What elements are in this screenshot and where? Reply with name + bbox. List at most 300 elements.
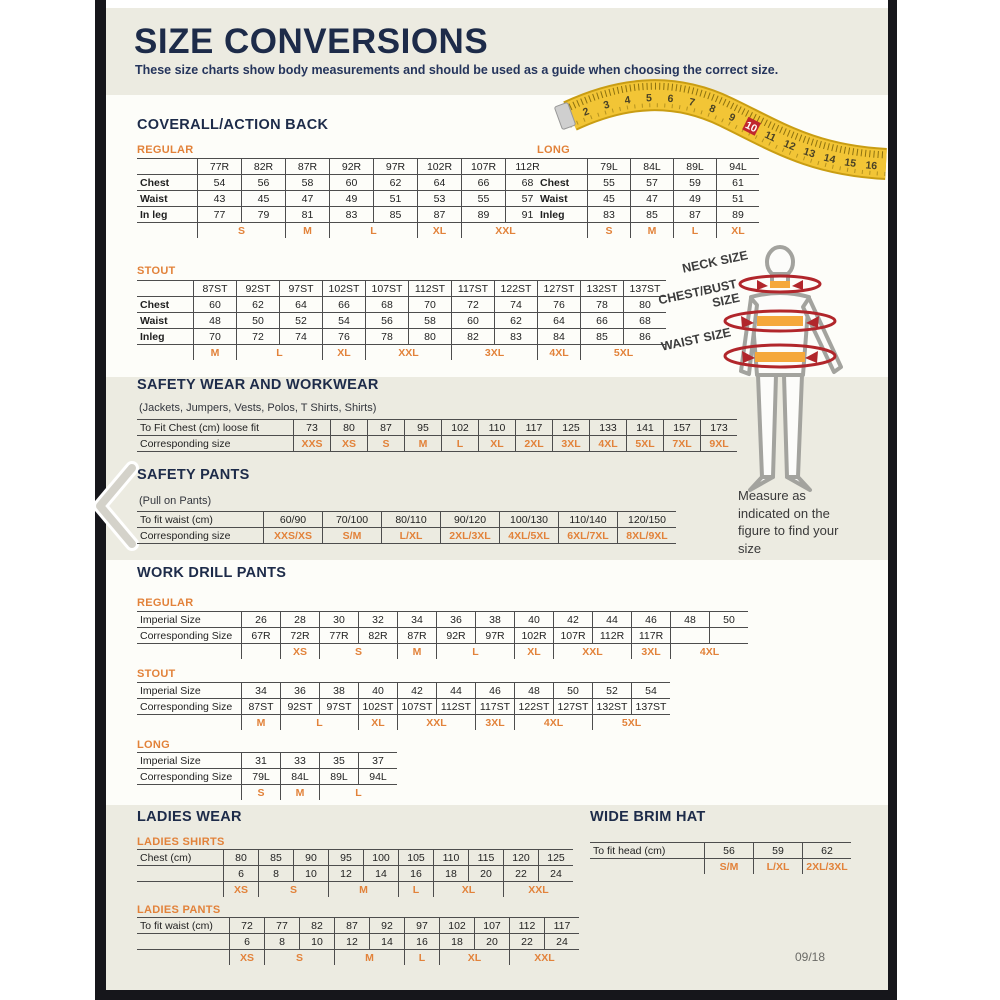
table-cell: 59 — [754, 843, 803, 859]
table-row — [137, 628, 748, 644]
table-cell: 112 — [510, 918, 545, 934]
row-label-cell — [137, 281, 194, 297]
row-label-cell: Inleg — [537, 207, 588, 223]
table-cell: 72 — [237, 329, 280, 345]
table-cell: 8 — [265, 934, 300, 950]
row-label-cell: Corresponding size — [137, 528, 264, 544]
table-cell: XXL — [462, 223, 550, 239]
table-row — [137, 612, 748, 628]
table-cell: 102 — [442, 420, 479, 436]
table-cell: XL — [434, 882, 504, 898]
table-cell: L/XL — [382, 528, 441, 544]
table-cell: 28 — [281, 612, 320, 628]
table-row — [137, 683, 670, 699]
table-cell: S/M — [323, 528, 382, 544]
table-row — [537, 175, 759, 191]
table-cell: 112R — [506, 159, 550, 175]
row-label-cell — [137, 223, 198, 239]
table-cell: L — [437, 644, 515, 660]
table-cell: 107R — [462, 159, 506, 175]
table-cell: M — [194, 345, 237, 361]
table-cell: 22 — [504, 866, 539, 882]
row-label-cell — [137, 644, 242, 660]
ladies_pants-grid — [137, 917, 579, 965]
size-spans-row — [137, 223, 549, 239]
table-cell: 6 — [224, 866, 259, 882]
table-cell: 60 — [194, 297, 237, 313]
table-cell: S/M — [705, 859, 754, 875]
table-cell: 5XL — [627, 436, 664, 452]
table-cell: XXL — [366, 345, 452, 361]
chest-bust-size-label: CHEST/BUST SIZE — [657, 276, 742, 311]
table-cell: 18 — [440, 934, 475, 950]
table-cell: 8XL/9XL — [618, 528, 677, 544]
table-cell: 112R — [593, 628, 632, 644]
table-cell: 22 — [510, 934, 545, 950]
svg-text:12: 12 — [781, 137, 798, 154]
row-label-cell: To fit waist (cm) — [137, 512, 264, 528]
table-cell: XS — [230, 950, 265, 966]
table-cell: 2XL/3XL — [441, 528, 500, 544]
table-cell: 102R — [418, 159, 462, 175]
table-cell: 90/120 — [441, 512, 500, 528]
table-cell: 54 — [323, 313, 366, 329]
svg-text:2: 2 — [581, 105, 591, 119]
table-cell: 102 — [440, 918, 475, 934]
table-cell: 127ST — [554, 699, 593, 715]
table-cell: 56 — [242, 175, 286, 191]
table-cell: 133 — [590, 420, 627, 436]
table-cell: 12 — [335, 934, 370, 950]
table-cell: 78 — [581, 297, 624, 313]
ladies-pants-label: LADIES PANTS — [137, 904, 221, 916]
table-cell: 66 — [323, 297, 366, 313]
table-cell: 49 — [330, 191, 374, 207]
table-cell: 36 — [281, 683, 320, 699]
table-cell: XXL — [398, 715, 476, 731]
drill-long-table — [137, 752, 397, 800]
size-spans-row — [137, 785, 397, 801]
table-cell: 6XL/7XL — [559, 528, 618, 544]
table-cell: 77R — [320, 628, 359, 644]
row-label-cell — [537, 159, 588, 175]
table-cell: 83 — [330, 207, 374, 223]
size-spans-row — [137, 345, 666, 361]
table-cell: 89 — [717, 207, 760, 223]
table-cell: 107ST — [398, 699, 437, 715]
table-cell: 90 — [294, 850, 329, 866]
table-row — [137, 281, 666, 297]
table-cell: 38 — [476, 612, 515, 628]
ladies-pants-table — [137, 917, 579, 965]
table-cell: 89L — [674, 159, 717, 175]
table-cell: 43 — [198, 191, 242, 207]
table-cell: 117 — [545, 918, 580, 934]
table-cell: 107R — [554, 628, 593, 644]
table-cell: 45 — [242, 191, 286, 207]
table-cell: 91 — [506, 207, 550, 223]
ladies_shirts-grid — [137, 849, 573, 897]
table-cell: 102ST — [323, 281, 366, 297]
row-label-cell — [537, 223, 588, 239]
coverall-stout-label: STOUT — [137, 265, 176, 277]
table-cell: 33 — [281, 753, 320, 769]
svg-text:9: 9 — [726, 111, 738, 125]
table-cell: 112ST — [437, 699, 476, 715]
table-cell: 56 — [366, 313, 409, 329]
table-cell: 117R — [632, 628, 671, 644]
table-cell: 55 — [462, 191, 506, 207]
table-cell: 68 — [366, 297, 409, 313]
table-cell: XL — [515, 644, 554, 660]
row-label-cell: Chest (cm) — [137, 850, 224, 866]
table-cell: 20 — [469, 866, 504, 882]
table-cell: 57 — [631, 175, 674, 191]
table-cell: 55 — [588, 175, 631, 191]
table-cell: 92 — [370, 918, 405, 934]
table-cell: 74 — [495, 297, 538, 313]
row-label-cell: Corresponding Size — [137, 628, 242, 644]
safety-pants-heading: SAFETY PANTS — [137, 467, 250, 483]
row-label-cell: Imperial Size — [137, 753, 242, 769]
table-cell: 125 — [553, 420, 590, 436]
table-cell: 117 — [516, 420, 553, 436]
neck-size-label: NECK SIZE — [681, 248, 750, 276]
table-cell: 36 — [437, 612, 476, 628]
row-label-cell — [137, 882, 224, 898]
ladies-shirts-label: LADIES SHIRTS — [137, 836, 225, 848]
svg-text:13: 13 — [801, 145, 817, 161]
table-cell: 79L — [242, 769, 281, 785]
table-cell: XS — [224, 882, 259, 898]
row-label-cell — [137, 934, 230, 950]
table-cell: 94L — [359, 769, 398, 785]
table-cell: M — [398, 644, 437, 660]
table-cell: 87 — [418, 207, 462, 223]
table-cell: 157 — [664, 420, 701, 436]
row-label-cell: Imperial Size — [137, 612, 242, 628]
measure-caption: Measure as indicated on the figure to find your size — [738, 488, 839, 556]
table-cell: 3XL — [452, 345, 538, 361]
table-cell: 125 — [539, 850, 574, 866]
table-row — [137, 175, 549, 191]
table-cell: L — [405, 950, 440, 966]
svg-text:16: 16 — [864, 159, 878, 173]
table-cell: 4XL/5XL — [500, 528, 559, 544]
table-cell: 59 — [674, 175, 717, 191]
table-cell: 84L — [281, 769, 320, 785]
row-label-cell — [137, 715, 242, 731]
table-cell: 115 — [469, 850, 504, 866]
table-cell: 97ST — [280, 281, 323, 297]
safety-pants-table — [137, 511, 676, 544]
table-cell: 14 — [364, 866, 399, 882]
drill-regular-label: REGULAR — [137, 597, 194, 609]
table-row — [137, 297, 666, 313]
coverall-regular-label: REGULAR — [137, 144, 194, 156]
table-cell: 5XL — [593, 715, 671, 731]
tape-number — [844, 156, 858, 170]
row-label-cell: To fit waist (cm) — [137, 918, 230, 934]
table-cell: 50 — [237, 313, 280, 329]
table-row — [537, 159, 759, 175]
table-row — [137, 528, 676, 544]
svg-text:6: 6 — [666, 92, 675, 106]
table-cell: 61 — [717, 175, 760, 191]
table-cell: L — [237, 345, 323, 361]
table-cell: M — [329, 882, 399, 898]
page-number: 09/18 — [795, 950, 826, 964]
table-cell: 87R — [286, 159, 330, 175]
safety_pants-grid — [137, 511, 676, 544]
table-cell: 120 — [504, 850, 539, 866]
coverall_stout-grid — [137, 280, 666, 360]
table-cell: 7XL — [664, 436, 701, 452]
row-label-cell: Corresponding Size — [137, 769, 242, 785]
coverall-stout-table — [137, 280, 666, 360]
table-cell: XL — [440, 950, 510, 966]
tape-number — [646, 92, 652, 104]
table-cell: 67R — [242, 628, 281, 644]
table-cell: XS — [331, 436, 368, 452]
coverall-long-label: LONG — [537, 144, 570, 156]
table-cell: L — [281, 715, 359, 731]
size-spans-row — [537, 223, 759, 239]
table-cell: 35 — [320, 753, 359, 769]
table-cell: 48 — [671, 612, 710, 628]
table-cell: 72R — [281, 628, 320, 644]
table-cell: 86 — [624, 329, 667, 345]
table-cell: L — [399, 882, 434, 898]
row-label-cell: Chest — [537, 175, 588, 191]
table-cell: 80 — [224, 850, 259, 866]
safety-pants-note: (Pull on Pants) — [139, 495, 212, 507]
table-row — [137, 159, 549, 175]
table-cell: S — [242, 785, 281, 801]
table-cell: 70 — [409, 297, 452, 313]
table-cell: 92ST — [281, 699, 320, 715]
table-cell: M — [335, 950, 405, 966]
table-cell: 46 — [632, 612, 671, 628]
table-cell: M — [281, 785, 320, 801]
table-row — [137, 329, 666, 345]
table-cell: 76 — [538, 297, 581, 313]
table-cell: 62 — [495, 313, 538, 329]
table-cell: 85 — [631, 207, 674, 223]
table-cell: 70/100 — [323, 512, 382, 528]
table-cell: 4XL — [538, 345, 581, 361]
coverall_regular-grid — [137, 158, 549, 238]
row-label-cell: In leg — [137, 207, 198, 223]
table-cell: L — [442, 436, 479, 452]
drill-stout-table — [137, 682, 670, 730]
table-row — [137, 191, 549, 207]
table-cell: 54 — [632, 683, 671, 699]
table-cell: 77R — [198, 159, 242, 175]
row-label-cell — [137, 159, 198, 175]
table-cell: 31 — [242, 753, 281, 769]
table-cell: 83 — [588, 207, 631, 223]
table-cell — [710, 628, 749, 644]
table-cell: 4XL — [515, 715, 593, 731]
table-cell: L — [330, 223, 418, 239]
row-label-cell: Corresponding Size — [137, 699, 242, 715]
table-cell: 112ST — [409, 281, 452, 297]
table-cell: XL — [359, 715, 398, 731]
table-cell: 85 — [581, 329, 624, 345]
table-cell: 82 — [452, 329, 495, 345]
table-cell: 83 — [495, 329, 538, 345]
table-cell: 34 — [242, 683, 281, 699]
size-spans-row — [137, 882, 573, 898]
table-cell: 66 — [462, 175, 506, 191]
table-cell: XXL — [554, 644, 632, 660]
table-cell: M — [286, 223, 330, 239]
drill_stout-grid — [137, 682, 670, 730]
svg-text:5: 5 — [645, 92, 653, 105]
table-cell: 102ST — [359, 699, 398, 715]
drill-regular-table — [137, 611, 748, 659]
size-spans-row — [137, 950, 579, 966]
table-cell: 97ST — [320, 699, 359, 715]
table-cell: 141 — [627, 420, 664, 436]
table-cell: 37 — [359, 753, 398, 769]
table-row — [137, 512, 676, 528]
hat-table — [590, 842, 851, 874]
row-label-cell — [137, 950, 230, 966]
drill_long-grid — [137, 752, 397, 800]
svg-text:15: 15 — [843, 156, 858, 171]
safety-wear-heading: SAFETY WEAR AND WORKWEAR — [137, 377, 379, 393]
table-cell: 40 — [515, 612, 554, 628]
table-cell: 92R — [330, 159, 374, 175]
table-cell: S — [368, 436, 405, 452]
table-cell: 49 — [674, 191, 717, 207]
table-cell: 84L — [631, 159, 674, 175]
table-cell: 44 — [593, 612, 632, 628]
table-cell: 117ST — [476, 699, 515, 715]
row-label-cell: Chest — [137, 297, 194, 313]
table-cell: 127ST — [538, 281, 581, 297]
table-cell: XXL — [504, 882, 574, 898]
svg-text:4: 4 — [623, 94, 632, 107]
table-cell: 117ST — [452, 281, 495, 297]
table-row — [137, 420, 737, 436]
table-cell: 87R — [398, 628, 437, 644]
table-row — [137, 313, 666, 329]
table-cell: S — [259, 882, 329, 898]
table-cell: 80/110 — [382, 512, 441, 528]
table-cell: 24 — [539, 866, 574, 882]
table-cell: 89L — [320, 769, 359, 785]
drill_regular-grid — [137, 611, 748, 659]
drill-long-label: LONG — [137, 739, 170, 751]
table-cell: 58 — [409, 313, 452, 329]
table-cell: XL — [418, 223, 462, 239]
table-cell: 10 — [294, 866, 329, 882]
table-cell: 20 — [475, 934, 510, 950]
table-row — [137, 769, 397, 785]
table-cell: 92ST — [237, 281, 280, 297]
table-cell: 60/90 — [264, 512, 323, 528]
table-cell: 42 — [398, 683, 437, 699]
table-cell: 45 — [588, 191, 631, 207]
table-cell: 9XL — [701, 436, 738, 452]
table-cell: 122ST — [515, 699, 554, 715]
bottom-edge-bar — [95, 990, 897, 1000]
table-cell: 89 — [462, 207, 506, 223]
table-cell: L — [674, 223, 717, 239]
table-cell: 72 — [230, 918, 265, 934]
table-cell: 137ST — [624, 281, 667, 297]
row-label-cell — [590, 859, 705, 875]
table-cell: 10 — [300, 934, 335, 950]
table-cell: S — [265, 950, 335, 966]
hat-grid — [590, 842, 851, 874]
table-cell: 6 — [230, 934, 265, 950]
table-cell: L/XL — [754, 859, 803, 875]
table-cell: 82 — [300, 918, 335, 934]
table-cell: 110/140 — [559, 512, 618, 528]
table-row — [137, 918, 579, 934]
table-cell: 81 — [286, 207, 330, 223]
table-cell: 3XL — [476, 715, 515, 731]
drill-stout-label: STOUT — [137, 668, 176, 680]
size-spans-row — [590, 859, 851, 875]
table-cell: 107 — [475, 918, 510, 934]
table-cell: 79L — [588, 159, 631, 175]
row-label-cell: Waist — [537, 191, 588, 207]
table-cell: 110 — [434, 850, 469, 866]
table-cell: XXS/XS — [264, 528, 323, 544]
row-label-cell: Chest — [137, 175, 198, 191]
table-cell: XL — [717, 223, 760, 239]
table-cell: 3XL — [632, 644, 671, 660]
table-cell: 14 — [370, 934, 405, 950]
table-cell: 78 — [366, 329, 409, 345]
svg-text:14: 14 — [822, 151, 837, 167]
table-cell: 122ST — [495, 281, 538, 297]
table-cell: 132ST — [593, 699, 632, 715]
table-row — [137, 207, 549, 223]
table-cell: 87ST — [242, 699, 281, 715]
row-label-cell — [137, 785, 242, 801]
table-cell: 85 — [259, 850, 294, 866]
table-cell: XXL — [510, 950, 580, 966]
ladies-shirts-table — [137, 849, 573, 897]
coverall-long-table — [537, 158, 759, 238]
table-cell: 50 — [710, 612, 749, 628]
table-cell: 48 — [194, 313, 237, 329]
table-cell: 18 — [434, 866, 469, 882]
table-cell: 4XL — [590, 436, 627, 452]
table-cell: 8 — [259, 866, 294, 882]
table-cell: 87 — [335, 918, 370, 934]
table-cell: 85 — [374, 207, 418, 223]
table-cell — [242, 644, 281, 660]
table-cell: 132ST — [581, 281, 624, 297]
table-cell: S — [198, 223, 286, 239]
row-label-cell: Imperial Size — [137, 683, 242, 699]
table-cell: 80 — [331, 420, 368, 436]
table-row — [137, 850, 573, 866]
table-cell: 64 — [418, 175, 462, 191]
table-cell: 38 — [320, 683, 359, 699]
table-cell: 62 — [803, 843, 852, 859]
table-cell: 60 — [452, 313, 495, 329]
table-cell: 105 — [399, 850, 434, 866]
table-row — [537, 207, 759, 223]
